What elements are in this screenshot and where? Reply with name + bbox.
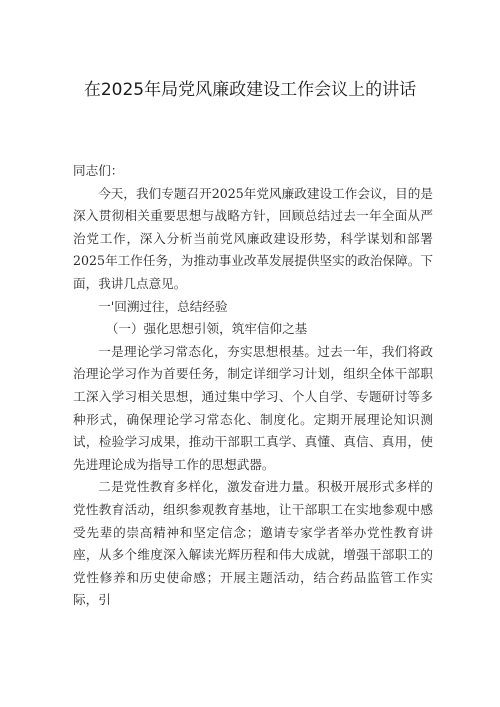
paragraph-theory-study: 一是理论学习常态化，夯实思想根基。过去一年，我们将政治理论学习作为首要任务，制定详细学习计划，组织全体干部职工深入学习相关思想，通过集中学习、个人自学、专题研讨等多种形式，确保理论学习常态化、制度化。定期开展理论知识测试，检验学习成果，推动干部职工真学、真懂、真信、真用，使先进理论成为指导工作的思想武器。 xyxy=(73,343,433,472)
paragraph-party-education: 二是党性教育多样化，激发奋进力量。积极开展形式多样的党性教育活动，组织参观教育基地，让干部职工在实地参观中感受先辈的崇高精神和坚定信念；邀请专家学者举办党性教育讲座，从多个维度深入解读光辉历程和伟大成就，增强干部职工的党性修养和历史使命感；开展主题活动，结合药品监管工作实际，引 xyxy=(73,479,433,608)
section-heading-1: 一'回溯过往，总结经验 xyxy=(98,298,228,314)
paragraph-intro: 今天，我们专题召开2025年党风廉政建设工作会议，目的是深入贯彻相关重要思想与战略方针，回顾总结过去一年全面从严治党工作，深入分析当前党风廉政建设形势，科学谋划和部署2025年工作任务，为推动事业改革发展提供坚实的政治保障。下面，我讲几点意见。 xyxy=(73,185,433,291)
subsection-heading-1: （一）强化思想引领，筑牢信仰之基 xyxy=(105,321,308,337)
document-title: 在2025年局党风廉政建设工作会议上的讲话 xyxy=(83,80,417,100)
salutation: 同志们： xyxy=(73,163,124,178)
document-body xyxy=(73,160,433,612)
